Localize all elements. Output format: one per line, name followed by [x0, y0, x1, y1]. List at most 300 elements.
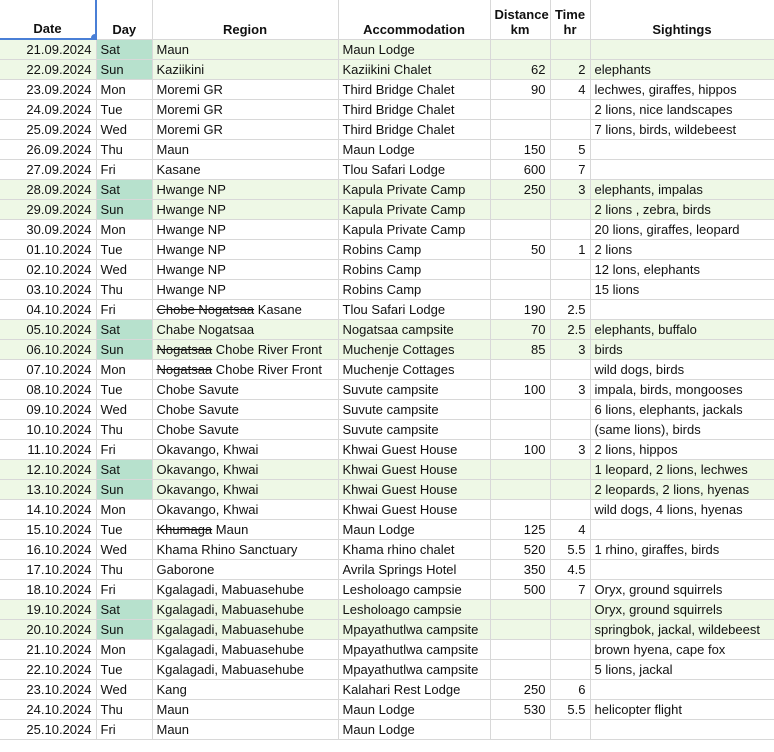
distance-cell[interactable]: 520	[490, 540, 550, 560]
region-cell[interactable]	[152, 500, 338, 520]
table-row	[0, 340, 774, 360]
accommodation-cell[interactable]: Robins Camp	[338, 260, 490, 280]
day-cell[interactable]: Fri	[96, 440, 152, 460]
sightings-cell[interactable]	[590, 560, 774, 580]
time-cell[interactable]	[550, 400, 590, 420]
region-cell[interactable]	[152, 420, 338, 440]
time-cell[interactable]: 7	[550, 160, 590, 180]
sightings-cell[interactable]: (same lions), birds	[590, 420, 774, 440]
sightings-cell[interactable]: Oryx, ground squirrels	[590, 600, 774, 620]
region-cell[interactable]	[152, 400, 338, 420]
time-cell[interactable]	[550, 660, 590, 680]
time-cell[interactable]	[550, 360, 590, 380]
accommodation-cell[interactable]: Maun Lodge	[338, 720, 490, 740]
header-time-label: Time	[554, 6, 586, 22]
sightings-cell[interactable]: 2 leopards, 2 lions, hyenas	[590, 480, 774, 500]
sightings-cell[interactable]	[590, 520, 774, 540]
distance-cell[interactable]: 125	[490, 520, 550, 540]
date-cell[interactable]: 18.10.2024	[0, 580, 96, 600]
date-cell[interactable]: 14.10.2024	[0, 500, 96, 520]
region-text: Kgalagadi, Mabuasehube	[156, 622, 304, 637]
time-cell[interactable]: 2.5	[550, 320, 590, 340]
region-cell[interactable]	[152, 660, 338, 680]
day-cell[interactable]: Sun	[96, 340, 152, 360]
date-cell[interactable]: 24.09.2024	[0, 100, 96, 120]
day-cell[interactable]: Sat	[96, 180, 152, 200]
distance-cell[interactable]: 85	[490, 340, 550, 360]
region-text: Kgalagadi, Mabuasehube	[156, 602, 304, 617]
day-cell[interactable]: Wed	[96, 260, 152, 280]
distance-cell[interactable]	[490, 280, 550, 300]
accommodation-cell[interactable]: Khwai Guest House	[338, 440, 490, 460]
distance-cell[interactable]	[490, 39, 550, 60]
time-cell[interactable]: 6	[550, 680, 590, 700]
accommodation-cell[interactable]: Maun Lodge	[338, 700, 490, 720]
day-cell[interactable]: Mon	[96, 500, 152, 520]
table-row	[0, 700, 774, 720]
accommodation-cell[interactable]: Suvute campsite	[338, 400, 490, 420]
distance-cell[interactable]: 150	[490, 140, 550, 160]
region-text: Kgalagadi, Mabuasehube	[156, 582, 304, 597]
accommodation-cell[interactable]: Avrila Springs Hotel	[338, 560, 490, 580]
sightings-cell[interactable]: 1 leopard, 2 lions, lechwes	[590, 460, 774, 480]
date-cell[interactable]: 22.10.2024	[0, 660, 96, 680]
day-cell[interactable]: Mon	[96, 640, 152, 660]
distance-cell[interactable]: 250	[490, 180, 550, 200]
date-cell[interactable]: 24.10.2024	[0, 700, 96, 720]
accommodation-cell[interactable]: Lesholoago campsie	[338, 600, 490, 620]
region-cell[interactable]	[152, 120, 338, 140]
region-text: Maun	[156, 702, 190, 717]
day-cell[interactable]: Sat	[96, 320, 152, 340]
date-cell[interactable]: 23.10.2024	[0, 680, 96, 700]
time-cell[interactable]	[550, 720, 590, 740]
sightings-cell[interactable]: 5 lions, jackal	[590, 660, 774, 680]
table-row	[0, 380, 774, 400]
date-cell[interactable]: 16.10.2024	[0, 540, 96, 560]
date-cell[interactable]: 06.10.2024	[0, 340, 96, 360]
header-date-label: Date	[33, 21, 62, 36]
accommodation-cell[interactable]: Khwai Guest House	[338, 500, 490, 520]
time-cell[interactable]	[550, 200, 590, 220]
time-cell[interactable]	[550, 420, 590, 440]
table-row	[0, 420, 774, 440]
time-cell[interactable]	[550, 100, 590, 120]
region-cell[interactable]	[152, 460, 338, 480]
distance-cell[interactable]	[490, 720, 550, 740]
accommodation-cell[interactable]: Mpayathutlwa campsite	[338, 640, 490, 660]
distance-cell[interactable]	[490, 620, 550, 640]
time-cell[interactable]	[550, 120, 590, 140]
time-cell[interactable]	[550, 280, 590, 300]
distance-cell[interactable]: 350	[490, 560, 550, 580]
distance-cell[interactable]: 90	[490, 80, 550, 100]
date-cell[interactable]: 12.10.2024	[0, 460, 96, 480]
region-struck-text: Nogatsaa	[156, 362, 213, 377]
sightings-cell[interactable]: 20 lions, giraffes, leopard	[590, 220, 774, 240]
sightings-cell[interactable]: 2 lions	[590, 240, 774, 260]
sightings-cell[interactable]: wild dogs, 4 lions, hyenas	[590, 500, 774, 520]
accommodation-cell[interactable]: Suvute campsite	[338, 420, 490, 440]
header-cell-accommodation[interactable]	[338, 0, 490, 39]
time-cell[interactable]: 4	[550, 80, 590, 100]
distance-cell[interactable]	[490, 420, 550, 440]
distance-cell[interactable]	[490, 400, 550, 420]
day-cell[interactable]: Sun	[96, 620, 152, 640]
sightings-cell[interactable]: 15 lions	[590, 280, 774, 300]
time-cell[interactable]: 7	[550, 580, 590, 600]
header-day-label: Day	[112, 21, 137, 37]
day-cell[interactable]: Thu	[96, 280, 152, 300]
region-text: Hwange NP	[156, 202, 226, 217]
table-row	[0, 220, 774, 240]
day-cell[interactable]: Thu	[96, 140, 152, 160]
date-cell[interactable]: 17.10.2024	[0, 560, 96, 580]
sightings-cell[interactable]: elephants	[590, 60, 774, 80]
distance-cell[interactable]: 600	[490, 160, 550, 180]
day-cell[interactable]: Mon	[96, 220, 152, 240]
sightings-cell[interactable]: impala, birds, mongooses	[590, 380, 774, 400]
header-cell-distance[interactable]	[490, 0, 550, 39]
table-row	[0, 200, 774, 220]
sightings-cell[interactable]: springbok, jackal, wildebeest	[590, 620, 774, 640]
date-cell[interactable]: 05.10.2024	[0, 320, 96, 340]
table-row	[0, 140, 774, 160]
time-cell[interactable]: 3	[550, 440, 590, 460]
accommodation-cell[interactable]: Tlou Safari Lodge	[338, 160, 490, 180]
sightings-cell[interactable]	[590, 160, 774, 180]
region-cell[interactable]	[152, 620, 338, 640]
accommodation-cell[interactable]: Muchenje Cottages	[338, 340, 490, 360]
region-cell[interactable]	[152, 320, 338, 340]
region-cell[interactable]	[152, 160, 338, 180]
region-cell[interactable]	[152, 360, 338, 380]
region-cell[interactable]	[152, 260, 338, 280]
distance-cell[interactable]: 100	[490, 380, 550, 400]
accommodation-cell[interactable]: Maun Lodge	[338, 520, 490, 540]
day-cell[interactable]: Wed	[96, 120, 152, 140]
sightings-cell[interactable]: 7 lions, birds, wildebeest	[590, 120, 774, 140]
distance-cell[interactable]	[490, 220, 550, 240]
table-body	[0, 39, 774, 740]
day-cell[interactable]: Sun	[96, 60, 152, 80]
time-cell[interactable]	[550, 260, 590, 280]
day-cell[interactable]: Sun	[96, 480, 152, 500]
sightings-cell[interactable]	[590, 39, 774, 60]
distance-cell[interactable]	[490, 460, 550, 480]
accommodation-cell[interactable]: Kapula Private Camp	[338, 220, 490, 240]
region-cell[interactable]	[152, 700, 338, 720]
region-text: Hwange NP	[156, 282, 226, 297]
date-cell[interactable]: 25.10.2024	[0, 720, 96, 740]
accommodation-cell[interactable]: Tlou Safari Lodge	[338, 300, 490, 320]
region-cell[interactable]	[152, 560, 338, 580]
date-cell[interactable]: 04.10.2024	[0, 300, 96, 320]
region-cell[interactable]	[152, 380, 338, 400]
region-cell[interactable]	[152, 100, 338, 120]
table-row	[0, 720, 774, 740]
accommodation-cell[interactable]: Khama rhino chalet	[338, 540, 490, 560]
time-cell[interactable]: 3	[550, 380, 590, 400]
header-cell-day[interactable]	[96, 0, 152, 39]
table-row	[0, 260, 774, 280]
accommodation-cell[interactable]: Nogatsaa campsite	[338, 320, 490, 340]
time-cell[interactable]	[550, 220, 590, 240]
region-cell[interactable]	[152, 280, 338, 300]
table-row	[0, 540, 774, 560]
date-cell[interactable]: 07.10.2024	[0, 360, 96, 380]
accommodation-cell[interactable]: Kapula Private Camp	[338, 180, 490, 200]
distance-cell[interactable]	[490, 480, 550, 500]
accommodation-cell[interactable]: Suvute campsite	[338, 380, 490, 400]
day-cell[interactable]: Wed	[96, 680, 152, 700]
distance-cell[interactable]: 70	[490, 320, 550, 340]
date-cell[interactable]: 08.10.2024	[0, 380, 96, 400]
sightings-cell[interactable]: birds	[590, 340, 774, 360]
accommodation-cell[interactable]: Maun Lodge	[338, 39, 490, 60]
time-cell[interactable]: 3	[550, 340, 590, 360]
time-cell[interactable]	[550, 460, 590, 480]
day-cell[interactable]: Tue	[96, 520, 152, 540]
region-cell[interactable]	[152, 440, 338, 460]
header-time-unit: hr	[563, 21, 577, 37]
header-cell-time[interactable]	[550, 0, 590, 39]
sightings-cell[interactable]: helicopter flight	[590, 700, 774, 720]
header-cell-date[interactable]	[0, 0, 96, 39]
table-row	[0, 440, 774, 460]
date-cell[interactable]: 25.09.2024	[0, 120, 96, 140]
distance-cell[interactable]: 530	[490, 700, 550, 720]
day-cell[interactable]: Thu	[96, 420, 152, 440]
accommodation-cell[interactable]: Kapula Private Camp	[338, 200, 490, 220]
accommodation-cell[interactable]: Third Bridge Chalet	[338, 120, 490, 140]
date-cell[interactable]: 02.10.2024	[0, 260, 96, 280]
region-cell[interactable]	[152, 640, 338, 660]
time-cell[interactable]: 1	[550, 240, 590, 260]
date-cell[interactable]: 09.10.2024	[0, 400, 96, 420]
region-text: Maun	[156, 142, 190, 157]
region-text: Moremi GR	[156, 122, 223, 137]
region-text: Moremi GR	[156, 82, 223, 97]
time-cell[interactable]: 4	[550, 520, 590, 540]
region-cell[interactable]	[152, 300, 338, 320]
distance-cell[interactable]	[490, 600, 550, 620]
distance-cell[interactable]: 62	[490, 60, 550, 80]
day-cell[interactable]: Fri	[96, 160, 152, 180]
date-cell[interactable]: 28.09.2024	[0, 180, 96, 200]
sightings-cell[interactable]: lechwes, giraffes, hippos	[590, 80, 774, 100]
date-cell[interactable]: 10.10.2024	[0, 420, 96, 440]
region-struck-text: Khumaga	[156, 522, 213, 537]
region-cell[interactable]	[152, 220, 338, 240]
region-text: Kasane	[257, 302, 302, 317]
time-cell[interactable]: 4.5	[550, 560, 590, 580]
day-cell[interactable]: Wed	[96, 400, 152, 420]
date-cell[interactable]: 22.09.2024	[0, 60, 96, 80]
region-cell[interactable]	[152, 200, 338, 220]
time-cell[interactable]	[550, 39, 590, 60]
distance-cell[interactable]: 250	[490, 680, 550, 700]
table-row	[0, 560, 774, 580]
distance-cell[interactable]	[490, 660, 550, 680]
table-row	[0, 320, 774, 340]
accommodation-cell[interactable]: Third Bridge Chalet	[338, 100, 490, 120]
day-cell[interactable]: Tue	[96, 240, 152, 260]
date-cell[interactable]: 29.09.2024	[0, 200, 96, 220]
accommodation-cell[interactable]: Mpayathutlwa campsite	[338, 660, 490, 680]
header-row	[0, 0, 774, 39]
distance-cell[interactable]: 190	[490, 300, 550, 320]
table-row	[0, 480, 774, 500]
time-cell[interactable]: 2	[550, 60, 590, 80]
accommodation-cell[interactable]: Khwai Guest House	[338, 480, 490, 500]
region-cell[interactable]	[152, 520, 338, 540]
sightings-cell[interactable]: 12 lons, elephants	[590, 260, 774, 280]
region-cell[interactable]	[152, 680, 338, 700]
day-cell[interactable]: Sat	[96, 600, 152, 620]
header-cell-sightings[interactable]	[590, 0, 774, 39]
distance-cell[interactable]	[490, 100, 550, 120]
sightings-cell[interactable]: 1 rhino, giraffes, birds	[590, 540, 774, 560]
day-cell[interactable]: Tue	[96, 100, 152, 120]
region-cell[interactable]	[152, 80, 338, 100]
date-cell[interactable]: 21.10.2024	[0, 640, 96, 660]
day-cell[interactable]: Wed	[96, 540, 152, 560]
day-cell[interactable]: Fri	[96, 720, 152, 740]
header-distance-unit: km	[510, 21, 530, 37]
distance-cell[interactable]: 100	[490, 440, 550, 460]
day-cell[interactable]: Fri	[96, 300, 152, 320]
time-cell[interactable]: 5.5	[550, 700, 590, 720]
region-cell[interactable]	[152, 180, 338, 200]
accommodation-cell[interactable]: Maun Lodge	[338, 140, 490, 160]
distance-cell[interactable]	[490, 640, 550, 660]
table-row	[0, 660, 774, 680]
distance-cell[interactable]	[490, 260, 550, 280]
sightings-cell[interactable]	[590, 680, 774, 700]
table-row	[0, 180, 774, 200]
day-cell[interactable]: Sat	[96, 460, 152, 480]
sightings-cell[interactable]: 2 lions, nice landscapes	[590, 100, 774, 120]
date-cell[interactable]: 01.10.2024	[0, 240, 96, 260]
sightings-cell[interactable]: 2 lions , zebra, birds	[590, 200, 774, 220]
region-cell[interactable]	[152, 60, 338, 80]
date-cell[interactable]: 13.10.2024	[0, 480, 96, 500]
day-cell[interactable]: Mon	[96, 80, 152, 100]
sightings-cell[interactable]: brown hyena, cape fox	[590, 640, 774, 660]
day-cell[interactable]: Sun	[96, 200, 152, 220]
region-text: Hwange NP	[156, 262, 226, 277]
day-cell[interactable]: Tue	[96, 380, 152, 400]
region-cell[interactable]	[152, 580, 338, 600]
distance-cell[interactable]	[490, 200, 550, 220]
region-cell[interactable]	[152, 600, 338, 620]
sightings-cell[interactable]	[590, 140, 774, 160]
distance-cell[interactable]: 50	[490, 240, 550, 260]
sightings-cell[interactable]	[590, 300, 774, 320]
accommodation-cell[interactable]: Robins Camp	[338, 240, 490, 260]
region-cell[interactable]	[152, 140, 338, 160]
accommodation-cell[interactable]: Robins Camp	[338, 280, 490, 300]
accommodation-cell[interactable]: Kalahari Rest Lodge	[338, 680, 490, 700]
day-cell[interactable]: Thu	[96, 700, 152, 720]
date-cell[interactable]: 15.10.2024	[0, 520, 96, 540]
accommodation-cell[interactable]: Khwai Guest House	[338, 460, 490, 480]
day-cell[interactable]: Fri	[96, 580, 152, 600]
time-cell[interactable]	[550, 500, 590, 520]
date-cell[interactable]: 30.09.2024	[0, 220, 96, 240]
sightings-cell[interactable]: elephants, buffalo	[590, 320, 774, 340]
distance-cell[interactable]	[490, 120, 550, 140]
distance-cell[interactable]	[490, 360, 550, 380]
day-cell[interactable]: Tue	[96, 660, 152, 680]
region-cell[interactable]	[152, 240, 338, 260]
date-cell[interactable]: 03.10.2024	[0, 280, 96, 300]
time-cell[interactable]	[550, 620, 590, 640]
date-cell[interactable]: 23.09.2024	[0, 80, 96, 100]
region-text: Chabe Nogatsaa	[156, 322, 255, 337]
region-text: Maun	[156, 722, 190, 737]
day-cell[interactable]: Mon	[96, 360, 152, 380]
day-cell[interactable]: Thu	[96, 560, 152, 580]
accommodation-cell[interactable]: Third Bridge Chalet	[338, 80, 490, 100]
date-cell[interactable]: 19.10.2024	[0, 600, 96, 620]
table-row	[0, 80, 774, 100]
region-text: Hwange NP	[156, 242, 226, 257]
region-cell[interactable]	[152, 340, 338, 360]
region-cell[interactable]	[152, 39, 338, 60]
region-text: Kasane	[156, 162, 201, 177]
date-cell[interactable]: 11.10.2024	[0, 440, 96, 460]
region-cell[interactable]	[152, 540, 338, 560]
time-cell[interactable]	[550, 600, 590, 620]
header-cell-region[interactable]	[152, 0, 338, 39]
sightings-cell[interactable]: 2 lions, hippos	[590, 440, 774, 460]
sightings-cell[interactable]: elephants, impalas	[590, 180, 774, 200]
accommodation-cell[interactable]: Mpayathutlwa campsite	[338, 620, 490, 640]
region-cell[interactable]	[152, 480, 338, 500]
time-cell[interactable]: 5.5	[550, 540, 590, 560]
table-row	[0, 460, 774, 480]
date-cell[interactable]: 27.09.2024	[0, 160, 96, 180]
table-row	[0, 160, 774, 180]
date-cell[interactable]: 20.10.2024	[0, 620, 96, 640]
sightings-cell[interactable]: Oryx, ground squirrels	[590, 580, 774, 600]
region-text: Chobe Savute	[156, 402, 239, 417]
sightings-cell[interactable]	[590, 720, 774, 740]
time-cell[interactable]: 5	[550, 140, 590, 160]
region-text: Okavango, Khwai	[156, 462, 259, 477]
accommodation-cell[interactable]: Lesholoago campsie	[338, 580, 490, 600]
date-cell[interactable]: 26.09.2024	[0, 140, 96, 160]
sightings-cell[interactable]: 6 lions, elephants, jackals	[590, 400, 774, 420]
time-cell[interactable]	[550, 640, 590, 660]
region-cell[interactable]	[152, 720, 338, 740]
sightings-cell[interactable]: wild dogs, birds	[590, 360, 774, 380]
selection-fill-handle[interactable]	[90, 33, 96, 39]
time-cell[interactable]	[550, 480, 590, 500]
time-cell[interactable]: 2.5	[550, 300, 590, 320]
time-cell[interactable]: 3	[550, 180, 590, 200]
distance-cell[interactable]: 500	[490, 580, 550, 600]
date-cell[interactable]: 21.09.2024	[0, 39, 96, 60]
accommodation-cell[interactable]: Muchenje Cottages	[338, 360, 490, 380]
region-text: Maun	[156, 41, 190, 57]
distance-cell[interactable]	[490, 500, 550, 520]
day-cell[interactable]: Sat	[96, 39, 152, 60]
region-struck-text: Nogatsaa	[156, 342, 213, 357]
accommodation-cell[interactable]: Kaziikini Chalet	[338, 60, 490, 80]
